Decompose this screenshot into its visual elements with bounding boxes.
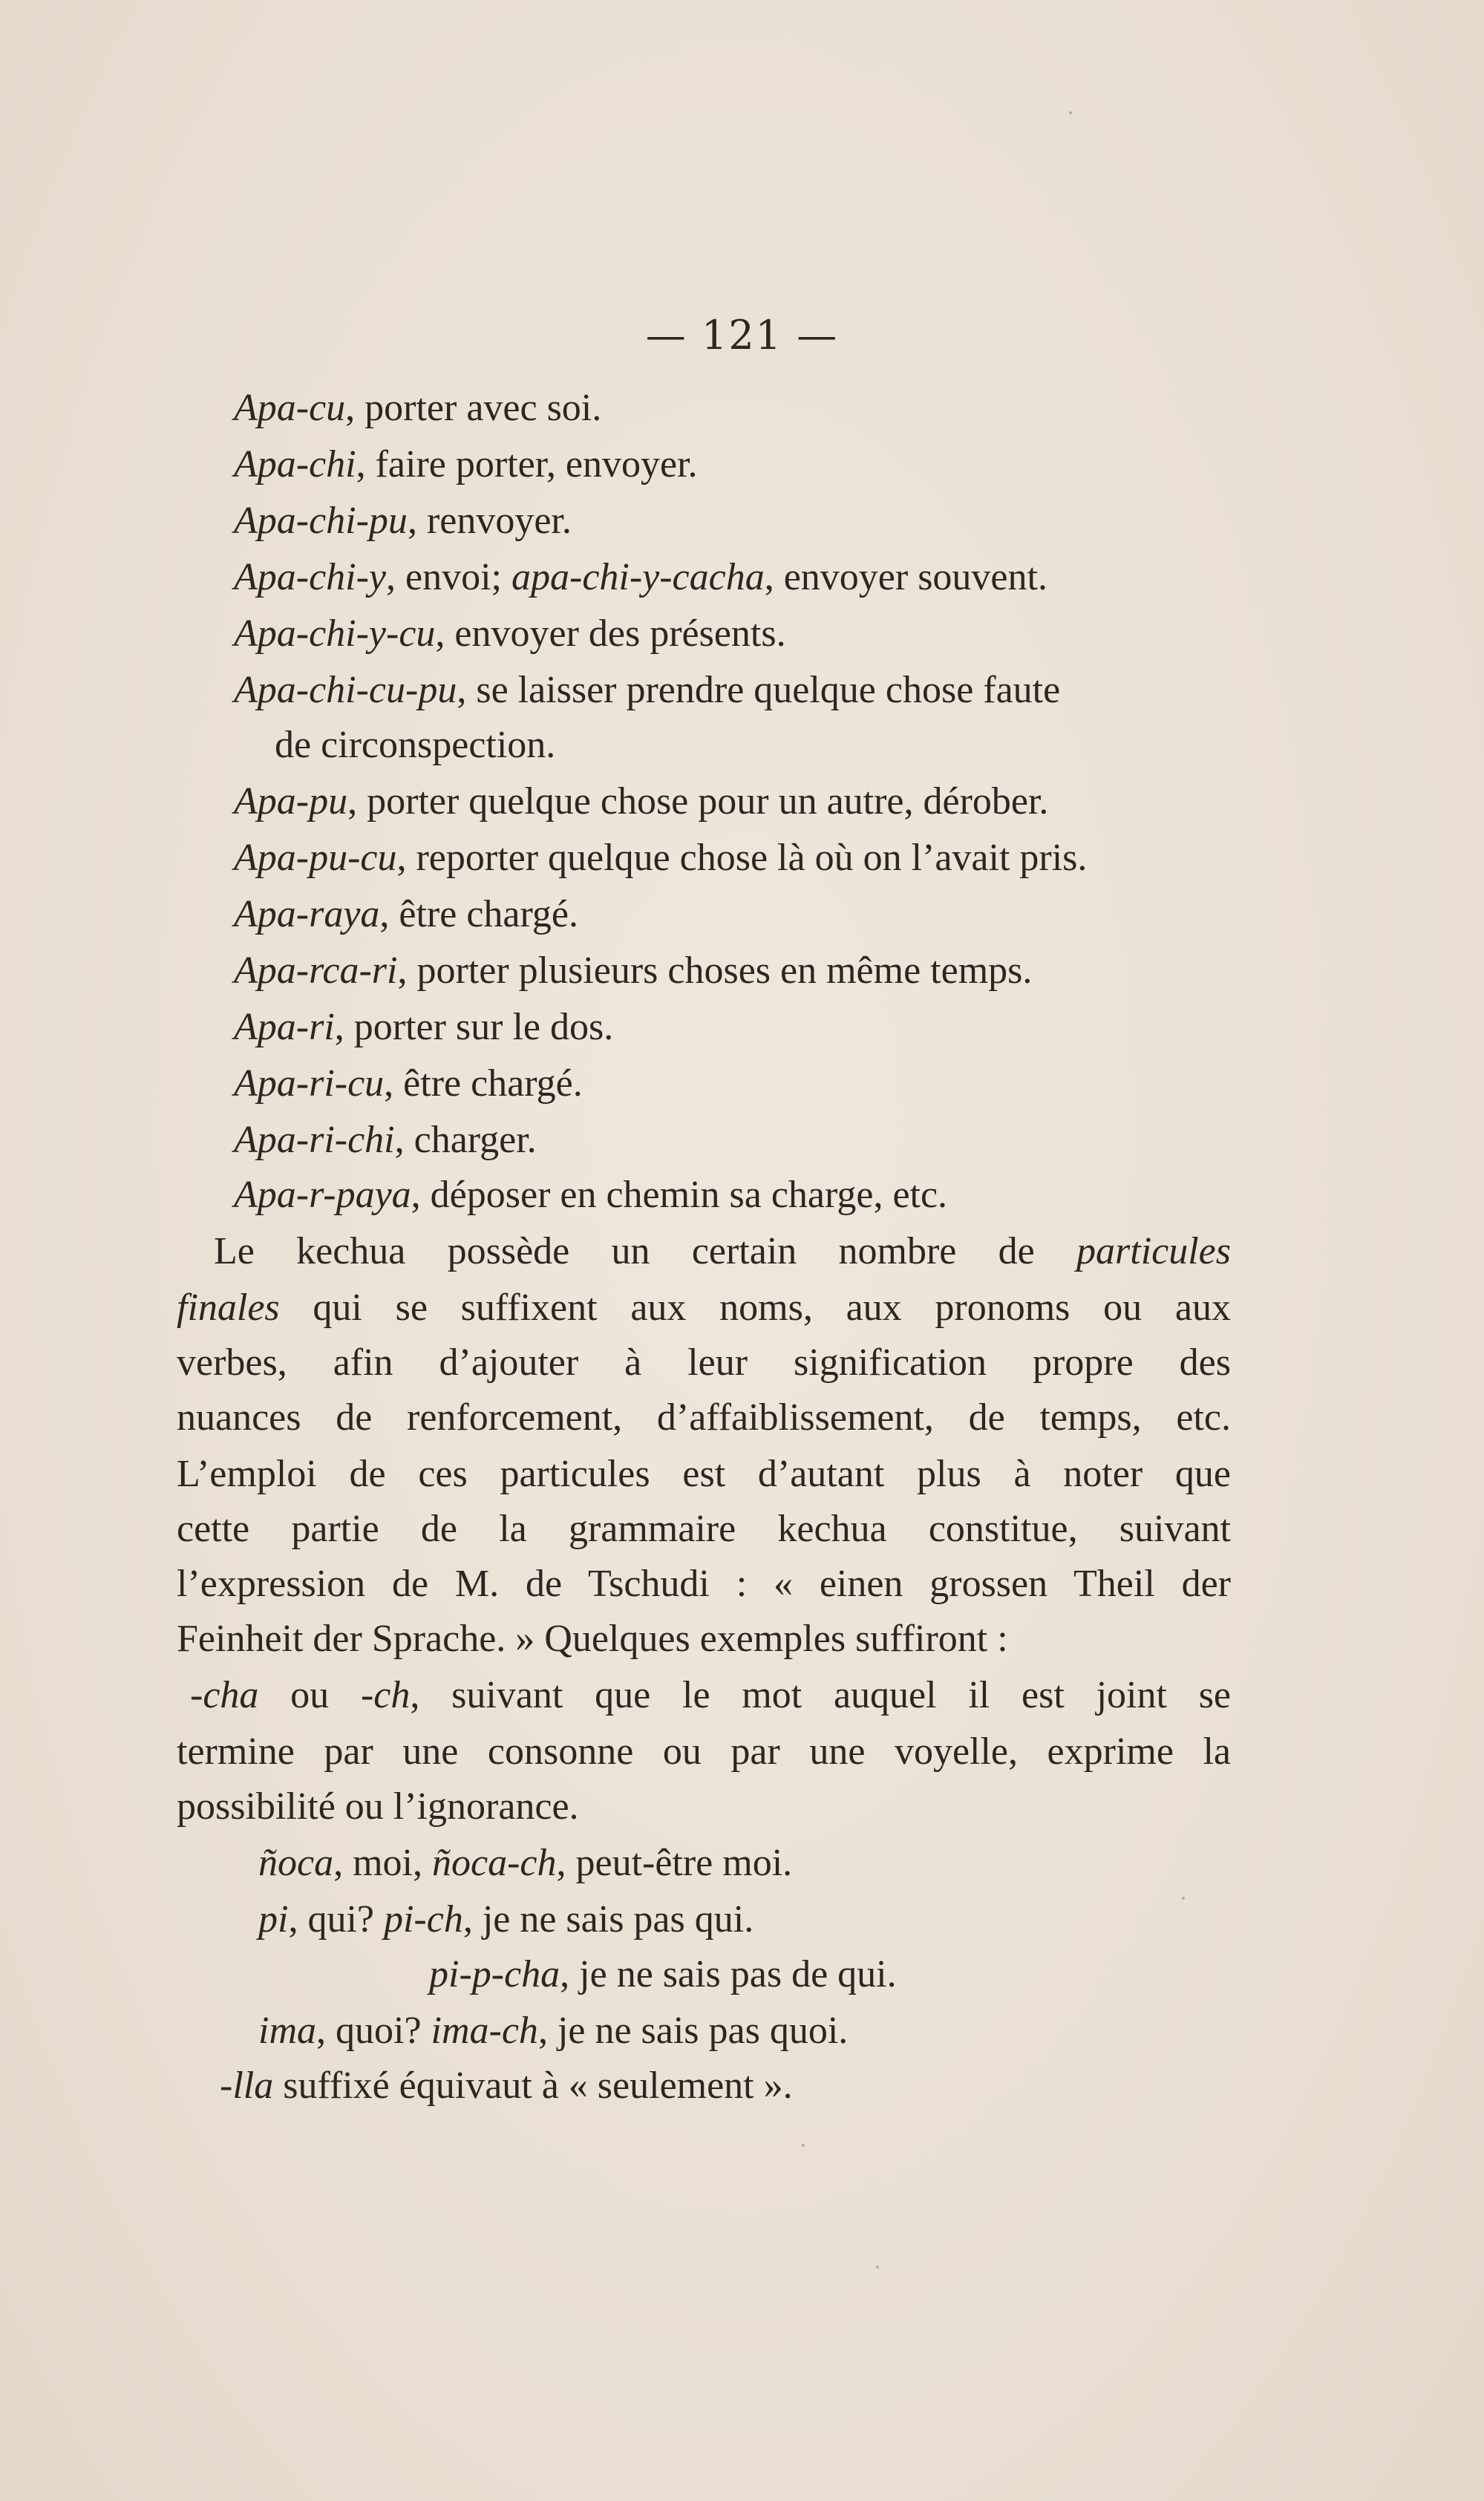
entry-term: Apa-ri-chi xyxy=(234,1119,395,1161)
paper-speck xyxy=(876,2266,879,2269)
entry-definition: , déposer en chemin sa charge, etc. xyxy=(411,1174,948,1216)
example-text: , qui? xyxy=(288,1898,384,1941)
entry-term: Apa-ri-cu xyxy=(234,1062,385,1105)
example-text: , moi, xyxy=(333,1842,432,1884)
entry-definition: , faire porter, envoyer. xyxy=(356,443,698,486)
paragraph-italic: -ch xyxy=(360,1674,411,1716)
entry-definition: , être chargé. xyxy=(379,893,578,935)
paragraph-line: possibilité ou l’ignorance. xyxy=(177,1785,579,1828)
paragraph-text: Le kechua possède un certain nombre de xyxy=(214,1230,1077,1272)
entry-line xyxy=(234,949,1032,993)
entry-definition: , envoyer des présents. xyxy=(435,612,786,655)
entry-term: Apa-pu-cu xyxy=(234,837,397,879)
paragraph-text: ou xyxy=(258,1674,361,1716)
entry-term: Apa-chi-y-cu xyxy=(234,612,436,655)
paper-speck xyxy=(802,2144,805,2147)
entry-definition: , porter avec soi. xyxy=(345,387,602,429)
entry-line xyxy=(234,499,572,543)
paragraph-line: termine par une consonne ou par une voyelle, exprime la xyxy=(177,1730,1231,1773)
entry-line xyxy=(234,1062,583,1106)
paragraph-line xyxy=(177,1286,1231,1330)
paragraph-line: Feinheit der Sprache. » Quelques exemples suffiront : xyxy=(177,1618,1008,1660)
paragraph-line: nuances de renforcement, d’affaiblissement, de temps, etc. xyxy=(177,1396,1231,1439)
entry-definition: , charger. xyxy=(394,1119,537,1161)
entry-line xyxy=(234,1118,537,1163)
example-text: , quoi? xyxy=(316,2010,431,2052)
entry-definition: , renvoyer. xyxy=(407,500,572,542)
final-italic: -lla xyxy=(220,2064,274,2107)
paragraph-italic: particules xyxy=(1076,1230,1231,1272)
paper-speck xyxy=(1069,111,1072,114)
entry-term: Apa-ri xyxy=(234,1006,335,1048)
example-term: ima-ch xyxy=(431,2010,538,2052)
entry-line xyxy=(234,386,601,431)
entry-line xyxy=(234,555,1047,600)
paragraph-line xyxy=(177,1673,1231,1718)
entry-definition: , porter quelque chose pour un autre, dérober. xyxy=(347,780,1049,823)
example-term: pi-p-cha xyxy=(429,1953,560,1995)
entry-line xyxy=(234,442,698,487)
entry-term: Apa-rca-ri xyxy=(234,949,398,992)
entry-term: Apa-cu xyxy=(234,387,346,429)
entry-term: Apa-chi-y xyxy=(234,556,387,598)
paragraph-italic: -cha xyxy=(190,1674,259,1716)
example-term: ñoca-ch xyxy=(432,1842,557,1884)
paragraph-text: , suivant que le mot auquel il est joint se xyxy=(410,1674,1232,1716)
final-line xyxy=(220,2064,793,2108)
example-line xyxy=(258,1897,754,1942)
paragraph-line: verbes, afin d’ajouter à leur signification propre des xyxy=(177,1341,1231,1384)
paragraph-line: L’emploi de ces particules est d’autant plus à noter que xyxy=(177,1453,1231,1495)
entry-term: Apa-raya xyxy=(234,893,380,935)
final-text: suffixé équivaut à « seulement ». xyxy=(273,2064,793,2107)
entry-term: Apa-r-paya xyxy=(234,1174,411,1216)
example-line xyxy=(258,1841,792,1886)
entry-definition: , reporter quelque chose là où on l’avait pris. xyxy=(396,837,1088,879)
entry-term: Apa-pu xyxy=(234,780,348,823)
entry-line xyxy=(234,892,578,937)
example-text: , peut-être moi. xyxy=(556,1842,793,1884)
entry-term: Apa-chi xyxy=(234,443,356,486)
paragraph-line xyxy=(177,1229,1231,1274)
paragraph-text: qui se suffixent aux noms, aux pronoms ou aux xyxy=(279,1287,1231,1329)
page-number: — 121 — xyxy=(645,312,839,359)
example-line xyxy=(258,2009,848,2053)
paper-speck xyxy=(1182,1897,1185,1900)
example-term: pi xyxy=(258,1898,289,1941)
entry-line xyxy=(234,1005,613,1050)
example-line xyxy=(429,1952,897,1997)
example-term: ñoca xyxy=(258,1842,334,1884)
entry-continuation: de circonspection. xyxy=(275,724,556,766)
entry-definition: , porter plusieurs choses en même temps. xyxy=(397,949,1033,992)
entry-line xyxy=(234,612,786,656)
entry-line xyxy=(234,1173,947,1217)
paragraph-line: cette partie de la grammaire kechua constitue, suivant xyxy=(177,1508,1231,1550)
entry-definition: , envoi; xyxy=(386,556,511,598)
entry-definition: , être chargé. xyxy=(384,1062,583,1105)
paragraph-italic: finales xyxy=(177,1287,280,1329)
example-term: pi-ch xyxy=(383,1898,463,1941)
entry-term: Apa-chi-pu xyxy=(234,500,408,542)
entry-line xyxy=(234,836,1087,880)
example-text: , je ne sais pas quoi. xyxy=(537,2010,849,2052)
entry-definition: , se laisser prendre quelque chose faute xyxy=(457,669,1061,711)
paragraph-line: l’expression de M. de Tschudi : « einen grossen Theil der xyxy=(177,1563,1231,1605)
entry-definition: , envoyer souvent. xyxy=(764,556,1047,598)
entry-definition: , porter sur le dos. xyxy=(334,1006,614,1048)
entry-term: Apa-chi-cu-pu xyxy=(234,669,457,711)
example-term: ima xyxy=(258,2010,316,2052)
example-text: , je ne sais pas de qui. xyxy=(560,1953,897,1995)
entry-line xyxy=(234,779,1048,824)
entry-line xyxy=(234,668,1060,713)
example-text: , je ne sais pas qui. xyxy=(462,1898,754,1941)
entry-term: apa-chi-y-cacha xyxy=(511,556,765,598)
